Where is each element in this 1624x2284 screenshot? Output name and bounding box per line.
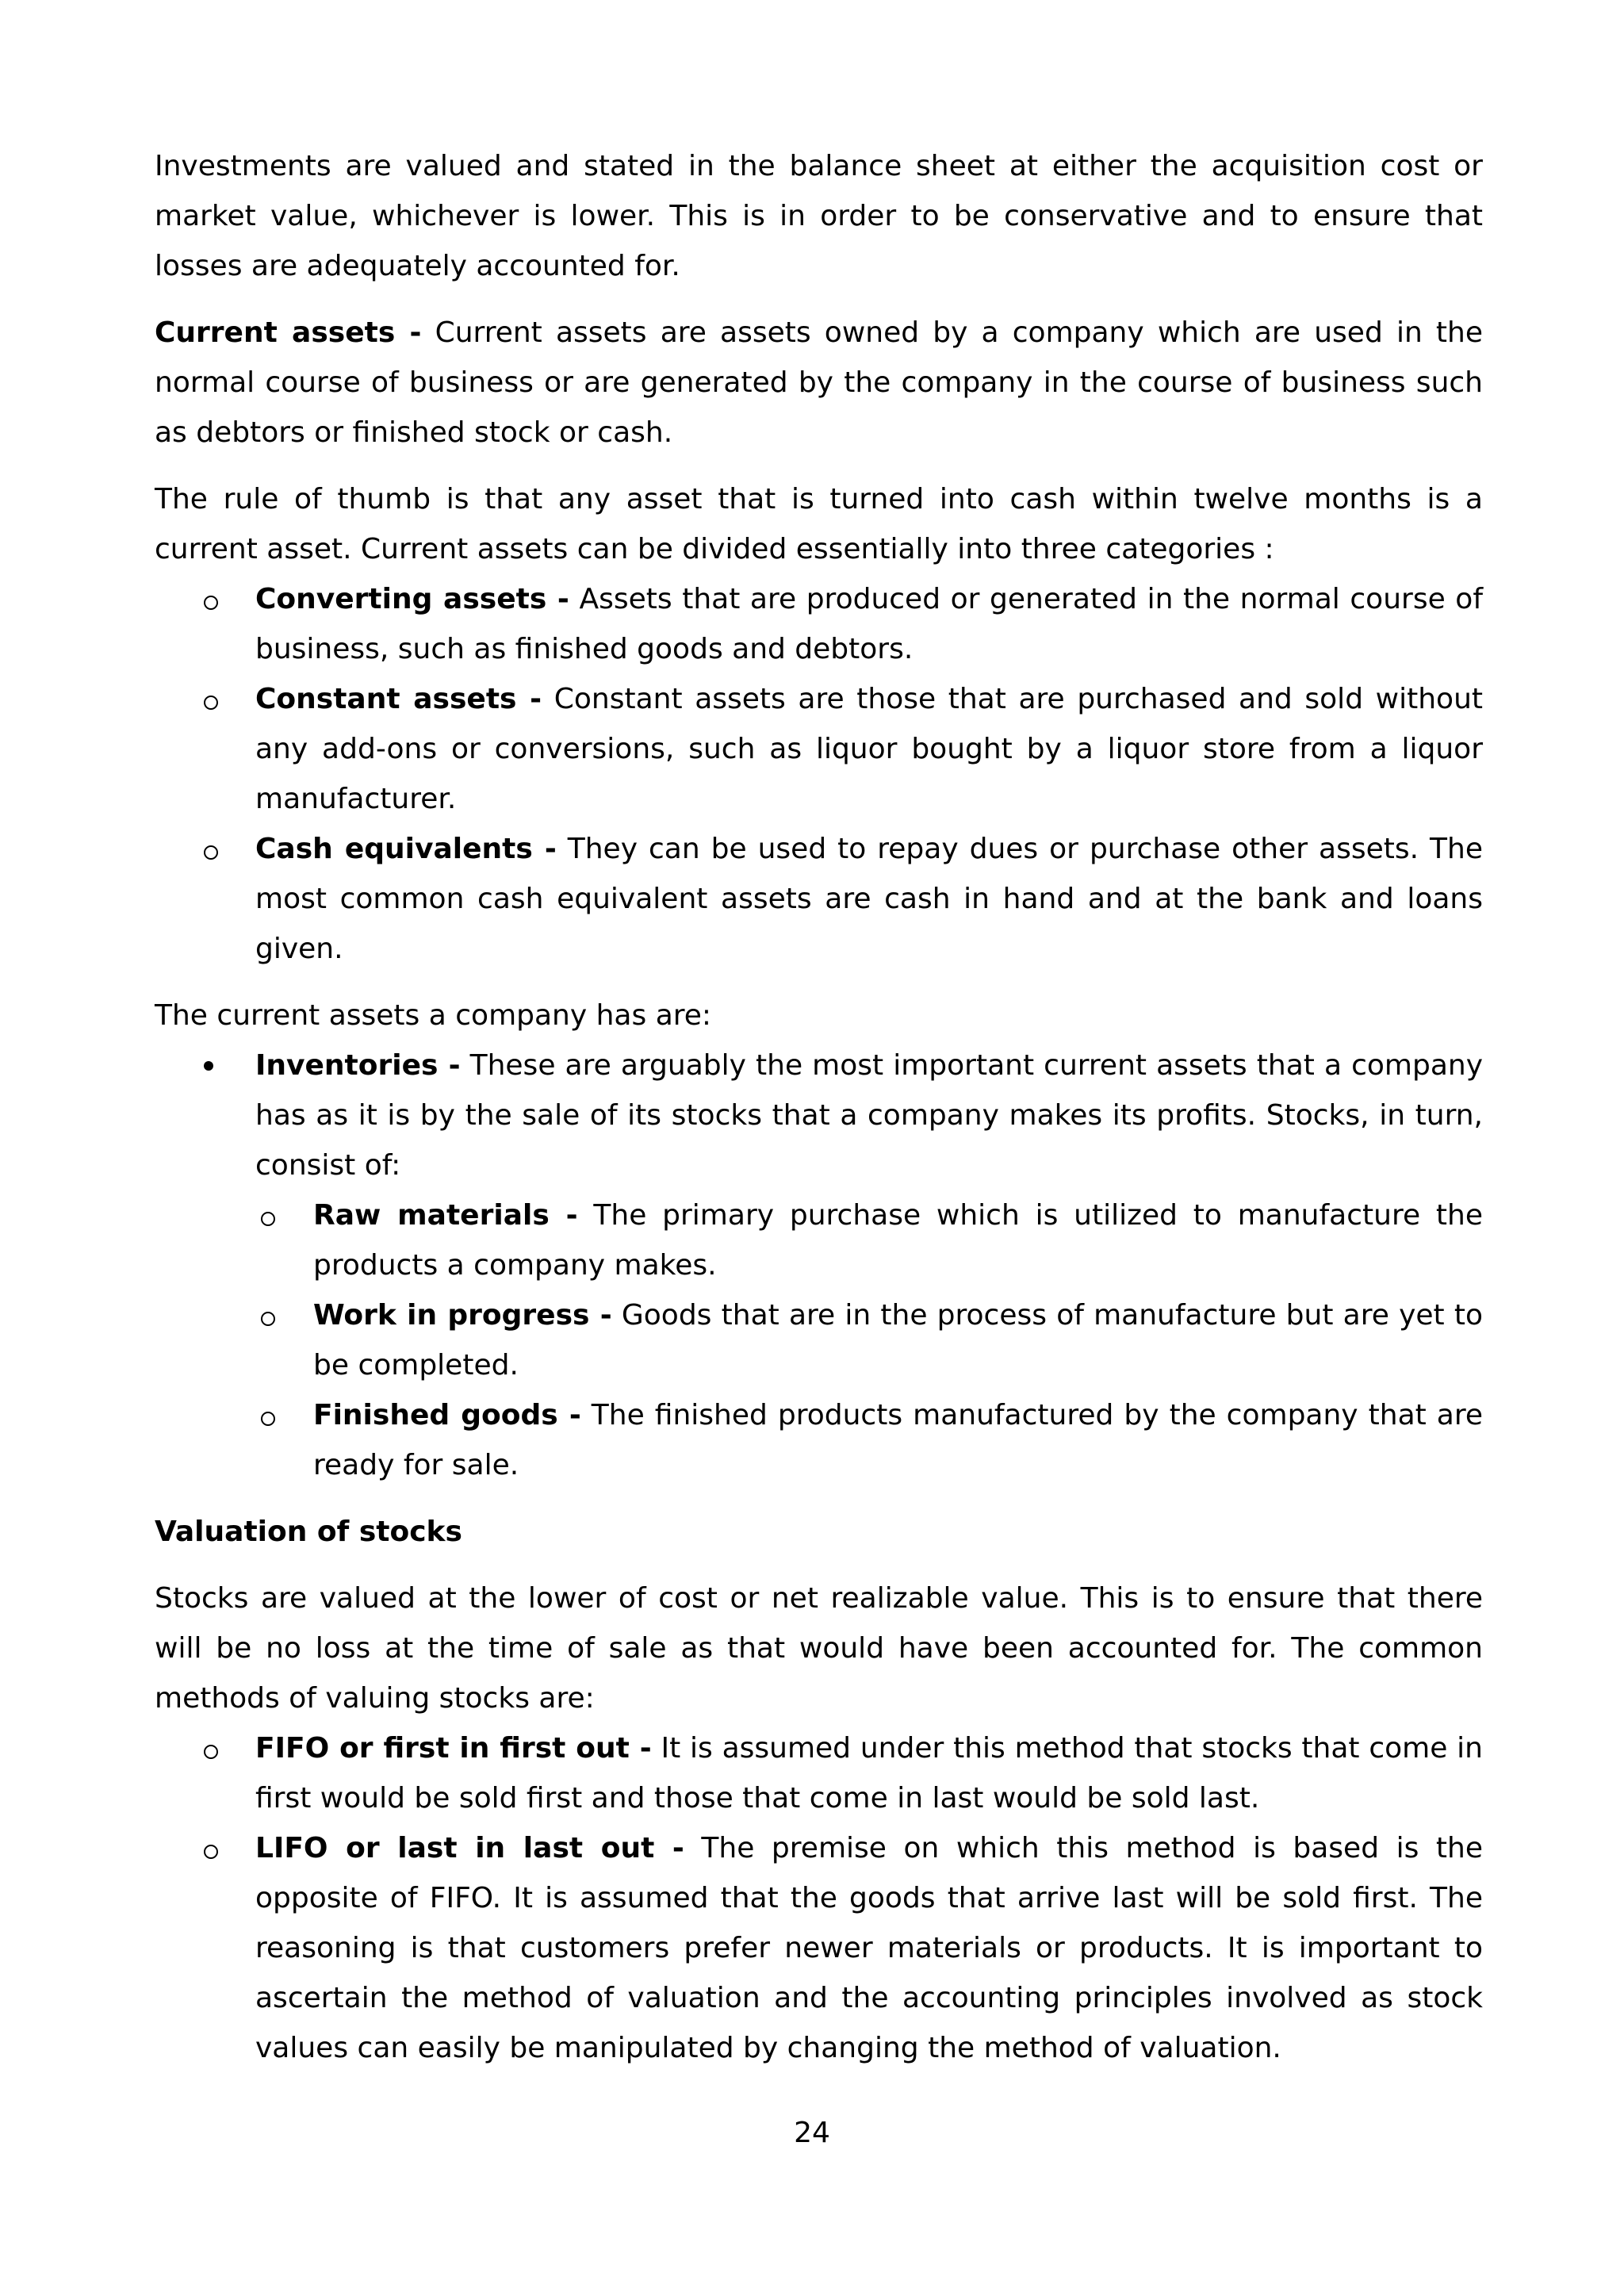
circle-bullet-icon	[204, 1745, 218, 1759]
page-number: 24	[794, 2117, 830, 2149]
list-item	[155, 574, 1483, 674]
list-item	[155, 674, 1483, 824]
circle-bullet-icon	[204, 1845, 218, 1859]
document-page	[155, 141, 1483, 2073]
term-cash-equivalents: Cash equivalents -	[255, 833, 557, 865]
list-item	[155, 1040, 1483, 1490]
term-fifo: FIFO or first in first out -	[255, 1732, 652, 1765]
term-converting-assets: Converting assets -	[255, 583, 569, 615]
list-item	[155, 1390, 1483, 1490]
list-item	[155, 1723, 1483, 1823]
heading-text: Valuation of stocks	[155, 1516, 462, 1548]
circle-bullet-icon	[204, 696, 218, 710]
text-finished-goods: The finished products manufactured by the company that are ready for sale.	[313, 1399, 1483, 1481]
paragraph-current-assets-list-intro: The current assets a company has are:	[155, 999, 712, 1032]
paragraph-current-assets	[155, 308, 1483, 458]
term-raw-materials: Raw materials -	[313, 1199, 578, 1232]
paragraph-rule-of-thumb: The rule of thumb is that any asset that is turned into cash within twelve months is a current asset. Current assets can be divided essentially into three categories :	[155, 483, 1483, 565]
term-constant-assets: Constant assets -	[255, 683, 542, 715]
text-lifo: The premise on which this method is based is the opposite of FIFO. It is assumed that the goods that arrive last will be sold first. The reasoning is that customers prefer newer materials or products. It is important to ascertain the method of valuation and the accounting principles involved as stock values can easily be manipulated by changing the method of valuation.	[255, 1832, 1483, 2064]
text-constant-assets: Constant assets are those that are purchased and sold without any add-ons or conversions, such as liquor bought by a liquor store from a liquor manufacturer.	[255, 683, 1483, 815]
text-converting-assets: Assets that are produced or generated in the normal course of business, such as finished goods and debtors.	[255, 583, 1484, 665]
circle-bullet-icon	[204, 596, 218, 610]
text-cash-equivalents: They can be used to repay dues or purchase other assets. The most common cash equivalent assets are cash in hand and at the bank and loans given.	[255, 833, 1484, 965]
circle-bullet-icon	[261, 1412, 275, 1426]
circle-bullet-icon	[261, 1312, 275, 1326]
list-item	[155, 1190, 1483, 1290]
paragraph-stock-valuation: Stocks are valued at the lower of cost or net realizable value. This is to ensure that there will be no loss at the time of sale as that would have been accounted for. The common methods of valuing stocks are:	[155, 1582, 1483, 1715]
paragraph-investments: Investments are valued and stated in the balance sheet at either the acquisition cost or market value, whichever is lower. This is in order to be conservative and to ensure that losses are adequately accounted for.	[155, 150, 1483, 282]
list-item	[155, 1290, 1483, 1390]
text-work-in-progress: Goods that are in the process of manufacture but are yet to be completed.	[313, 1299, 1483, 1382]
current-assets-list	[155, 1040, 1483, 1490]
inventory-sub-list	[155, 1190, 1483, 1490]
bullet-dot-icon	[204, 1061, 213, 1071]
heading-valuation-of-stocks	[155, 1507, 1483, 1557]
text-current-assets: Current assets are assets owned by a company which are used in the normal course of business or are generated by the company in the course of business such as debtors or finished stock or cash.	[155, 316, 1483, 449]
term-inventories: Inventories -	[255, 1049, 461, 1082]
text-raw-materials: The primary purchase which is utilized to manufacture the products a company makes.	[313, 1199, 1483, 1282]
list-item	[155, 824, 1483, 974]
text-inventories: These are arguably the most important current assets that a company has as it is by the sale of its stocks that a company makes its profits. Stocks, in turn, consist of:	[255, 1049, 1483, 1182]
text-fifo: It is assumed under this method that stocks that come in first would be sold first and those that come in last would be sold last.	[255, 1732, 1483, 1815]
circle-bullet-icon	[204, 845, 218, 860]
term-lifo: LIFO or last in last out -	[255, 1832, 684, 1864]
valuation-methods-list	[155, 1723, 1483, 2073]
circle-bullet-icon	[261, 1212, 275, 1226]
category-list	[155, 574, 1483, 974]
term-finished-goods: Finished goods -	[313, 1399, 581, 1431]
term-work-in-progress: Work in progress -	[313, 1299, 612, 1332]
term-current-assets: Current assets -	[155, 316, 422, 349]
list-item	[155, 1823, 1483, 2073]
